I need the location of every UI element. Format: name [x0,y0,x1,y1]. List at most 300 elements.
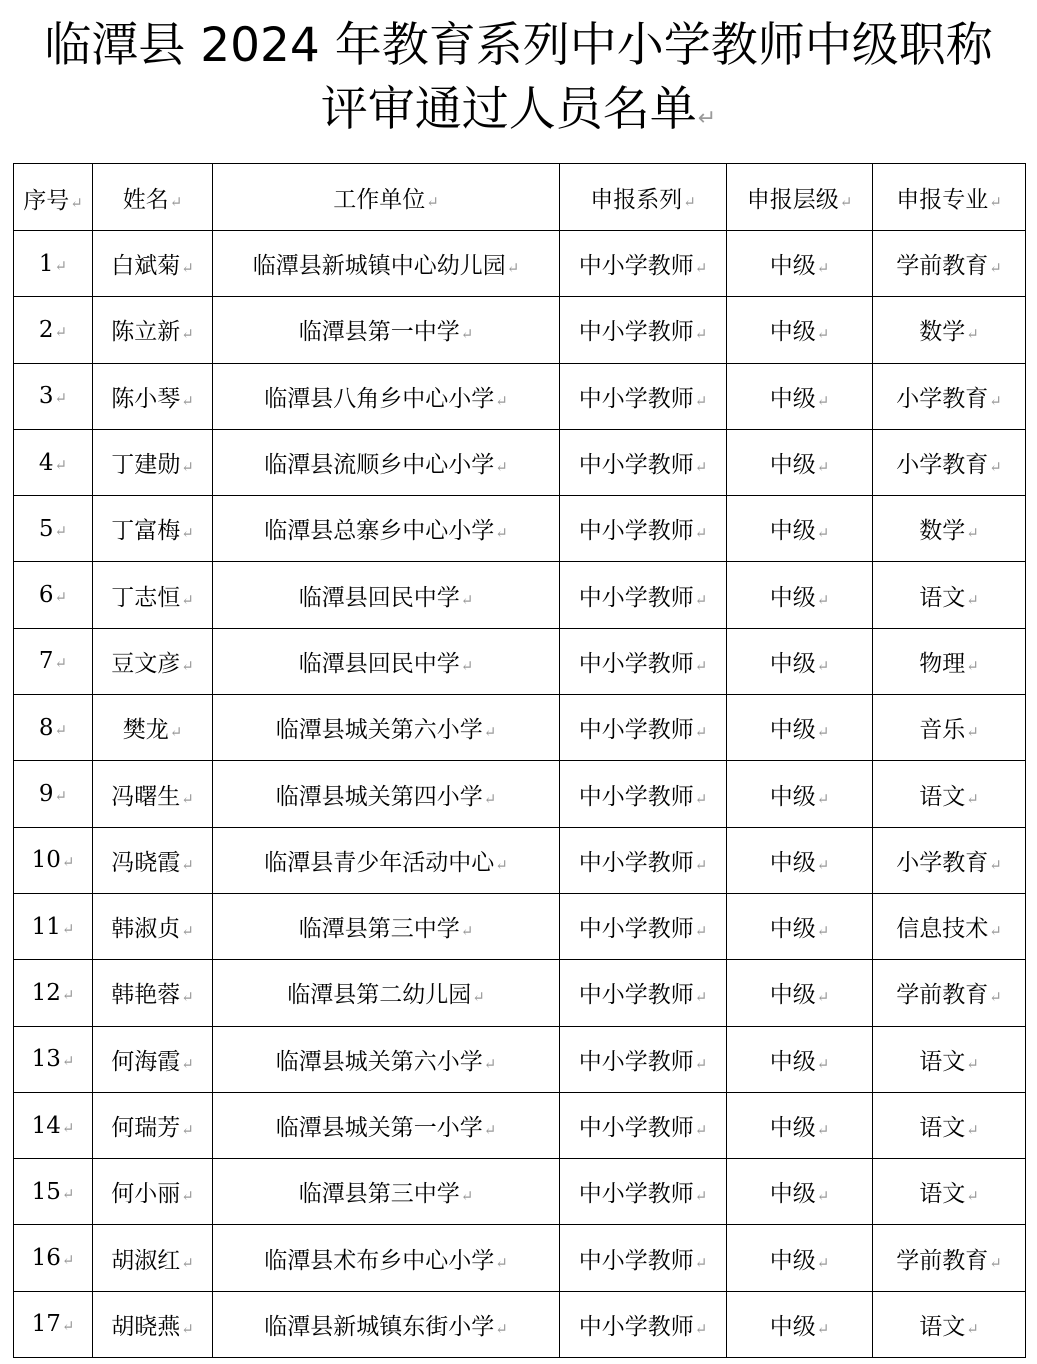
cell-mark-icon: ↵ [495,855,508,874]
cell-mark-icon: ↵ [460,590,474,609]
cell-text: 中级 [769,1115,816,1141]
cell-text: 何海霞 [111,1048,181,1075]
cell-text: 临潭县第一中学 [298,319,460,346]
cell-text: 何小丽 [111,1181,181,1208]
cell-work-unit [213,297,560,363]
cell-mark-icon: ↵ [966,524,979,543]
cell-mark-icon: ↵ [816,524,830,543]
cell-text: 语文 [919,1115,966,1141]
cell-series [560,429,727,495]
cell-level [727,827,873,893]
table-row [14,429,1026,495]
cell-seq [14,1026,93,1092]
cell-level [727,1291,873,1357]
cell-text: 小学教育 [896,849,989,876]
cell-mark-icon: ↵ [989,192,1002,211]
cell-text: 中级 [769,452,816,479]
cell-text: 中小学教师 [578,452,694,479]
cell-text: 胡晓燕 [111,1313,181,1340]
cell-series [560,893,727,959]
cell-name [93,893,213,959]
cell-mark-icon: ↵ [816,590,830,609]
cell-mark-icon: ↵ [61,1317,75,1336]
cell-work-unit [213,960,560,1026]
document-title-line-2 [0,84,1037,145]
cell-name [93,363,213,429]
cell-name [93,1159,213,1225]
cell-level [727,695,873,761]
cell-mark-icon: ↵ [966,590,979,609]
cell-text: 冯晓霞 [111,849,181,876]
cell-mark-icon: ↵ [683,192,696,211]
cell-work-unit [213,1026,560,1092]
cell-text: 临潭县城关第六小学 [275,717,483,744]
cell-mark-icon: ↵ [816,922,830,941]
table-body [14,231,1026,1358]
cell-mark-icon: ↵ [61,1052,75,1071]
cell-text: 中级 [769,518,816,545]
cell-level [727,1026,873,1092]
cell-mark-icon: ↵ [181,922,194,941]
cell-specialty [873,1092,1026,1158]
cell-specialty [873,1159,1026,1225]
cell-mark-icon: ↵ [181,1187,194,1206]
cell-mark-icon: ↵ [694,1319,708,1338]
cell-mark-icon: ↵ [181,391,194,410]
cell-text: 中小学教师 [578,783,694,810]
cell-mark-icon: ↵ [495,1319,508,1338]
cell-mark-icon: ↵ [169,192,183,211]
cell-series [560,827,727,893]
cell-mark-icon: ↵ [61,853,75,872]
cell-specialty [873,231,1026,297]
cell-mark-icon: ↵ [816,789,830,808]
cell-specialty [873,827,1026,893]
cell-mark-icon: ↵ [181,789,194,808]
cell-text: 豆文彦 [111,650,181,677]
cell-text: 10 [31,847,61,874]
cell-text: 5 [38,515,54,542]
cell-level [727,893,873,959]
cell-text: 中级 [769,916,816,943]
cell-mark-icon: ↵ [54,720,68,739]
header-label: 工作单位 [333,186,426,213]
cell-text: 16 [31,1245,61,1272]
cell-text: 数学 [919,518,966,545]
cell-specialty [873,1225,1026,1291]
cell-text: 学前教育 [896,1247,989,1274]
header-specialty [873,164,1026,231]
cell-text: 中级 [769,1313,816,1340]
cell-text: 中级 [769,1181,816,1208]
cell-work-unit [213,695,560,761]
cell-mark-icon: ↵ [694,1253,708,1272]
cell-mark-icon: ↵ [54,256,68,275]
cell-seq [14,628,93,694]
cell-text: 小学教育 [896,452,989,479]
cell-text: 临潭县城关第四小学 [275,783,483,810]
cell-mark-icon: ↵ [966,1054,979,1073]
cell-level [727,1225,873,1291]
cell-text: 白斌菊 [111,253,181,280]
cell-mark-icon: ↵ [966,325,979,344]
header-work-unit [213,164,560,231]
cell-text: 物理 [919,650,966,677]
cell-series [560,695,727,761]
cell-specialty [873,960,1026,1026]
cell-mark-icon: ↵ [694,1054,708,1073]
cell-mark-icon: ↵ [989,922,1002,941]
cell-text: 13 [31,1046,61,1073]
cell-mark-icon: ↵ [495,458,508,477]
cell-mark-icon: ↵ [694,922,708,941]
cell-mark-icon: ↵ [966,723,979,742]
cell-mark-icon: ↵ [181,524,194,543]
cell-text: 数学 [919,319,966,346]
table-row [14,695,1026,761]
cell-name [93,960,213,1026]
cell-mark-icon: ↵ [816,988,830,1007]
cell-text: 学前教育 [896,253,989,280]
table-row [14,1225,1026,1291]
cell-text: 中小学教师 [578,319,694,346]
cell-text: 中级 [769,717,816,744]
header-seq [14,164,93,231]
cell-specialty [873,297,1026,363]
cell-text: 冯曙生 [111,783,181,810]
cell-work-unit [213,1291,560,1357]
cell-text: 中小学教师 [578,916,694,943]
cell-mark-icon: ↵ [54,389,68,408]
cell-text: 丁志恒 [111,584,181,611]
cell-text: 2 [38,316,54,343]
cell-series [560,496,727,562]
cell-mark-icon: ↵ [989,259,1002,278]
cell-text: 中级 [769,783,816,810]
cell-text: 临潭县第二幼儿园 [287,982,472,1009]
table-header-row [14,164,1026,231]
cell-work-unit [213,628,560,694]
cell-text: 陈小琴 [111,385,181,412]
cell-text: 中小学教师 [578,253,694,280]
cell-seq [14,363,93,429]
cell-mark-icon: ↵ [816,723,830,742]
cell-mark-icon: ↵ [694,458,708,477]
cell-mark-icon: ↵ [61,919,75,938]
cell-mark-icon: ↵ [816,1121,830,1139]
cell-work-unit [213,231,560,297]
cell-mark-icon: ↵ [694,391,708,410]
cell-name [93,1026,213,1092]
header-label: 申报系列 [590,186,683,213]
cell-work-unit [213,496,560,562]
cell-text: 中级 [769,982,816,1009]
cell-seq [14,960,93,1026]
cell-mark-icon: ↵ [181,259,194,278]
cell-specialty [873,1026,1026,1092]
cell-work-unit [213,893,560,959]
cell-text: 语文 [919,1048,966,1075]
cell-seq [14,761,93,827]
cell-text: 临潭县第三中学 [298,1181,460,1208]
cell-mark-icon: ↵ [495,1253,508,1272]
table-row [14,761,1026,827]
cell-text: 学前教育 [896,982,989,1009]
cell-mark-icon: ↵ [472,988,485,1007]
cell-level [727,1092,873,1158]
cell-text: 临潭县青少年活动中心 [264,849,495,876]
cell-mark-icon: ↵ [495,524,508,543]
cell-mark-icon: ↵ [694,656,708,675]
cell-text: 1 [38,250,54,277]
cell-text: 17 [31,1311,61,1338]
title-line-2-text: 评审通过人员名单 [320,82,697,137]
cell-text: 中小学教师 [578,1313,694,1340]
header-series [560,164,727,231]
cell-text: 中小学教师 [578,1181,694,1208]
cell-level [727,231,873,297]
cell-mark-icon: ↵ [966,1121,979,1139]
cell-mark-icon: ↵ [816,391,830,410]
cell-specialty [873,695,1026,761]
cell-seq [14,695,93,761]
paragraph-mark-icon: ↵ [697,106,717,131]
cell-mark-icon: ↵ [181,1253,194,1272]
cell-mark-icon: ↵ [61,1118,75,1137]
cell-text: 丁建勋 [111,452,181,479]
cell-text: 临潭县回民中学 [298,650,460,677]
cell-seq [14,1159,93,1225]
header-label: 申报层级 [746,186,839,213]
table-row [14,562,1026,628]
cell-level [727,1159,873,1225]
cell-text: 语文 [919,1313,966,1340]
cell-series [560,363,727,429]
cell-work-unit [213,827,560,893]
cell-text: 中小学教师 [578,982,694,1009]
cell-mark-icon: ↵ [839,192,853,211]
cell-seq [14,231,93,297]
cell-mark-icon: ↵ [694,988,708,1007]
cell-mark-icon: ↵ [816,458,830,477]
cell-series [560,297,727,363]
cell-specialty [873,363,1026,429]
cell-name [93,429,213,495]
cell-mark-icon: ↵ [483,789,497,808]
table-row [14,363,1026,429]
cell-specialty [873,628,1026,694]
cell-mark-icon: ↵ [181,1319,194,1338]
cell-mark-icon: ↵ [816,325,830,344]
cell-text: 临潭县术布乡中心小学 [264,1247,495,1274]
header-label: 申报专业 [896,186,989,213]
cell-level [727,429,873,495]
cell-text: 7 [38,648,54,675]
cell-name [93,1291,213,1357]
cell-work-unit [213,1092,560,1158]
cell-text: 4 [38,449,54,476]
cell-mark-icon: ↵ [61,985,75,1004]
cell-mark-icon: ↵ [181,458,194,477]
cell-mark-icon: ↵ [54,322,68,341]
cell-mark-icon: ↵ [694,1187,708,1206]
cell-text: 3 [38,383,54,410]
cell-mark-icon: ↵ [816,855,830,874]
cell-mark-icon: ↵ [694,1121,708,1139]
cell-mark-icon: ↵ [966,656,979,675]
cell-mark-icon: ↵ [181,855,194,874]
cell-work-unit [213,363,560,429]
cell-text: 15 [31,1178,61,1205]
cell-level [727,628,873,694]
cell-seq [14,429,93,495]
cell-text: 14 [31,1112,61,1139]
cell-text: 中小学教师 [578,518,694,545]
header-label: 姓名 [122,186,169,213]
cell-mark-icon: ↵ [694,723,708,742]
cell-text: 11 [31,913,61,940]
cell-mark-icon: ↵ [181,656,194,675]
table-row [14,496,1026,562]
cell-mark-icon: ↵ [61,1251,75,1270]
cell-series [560,1026,727,1092]
cell-mark-icon: ↵ [169,723,183,742]
cell-mark-icon: ↵ [54,787,68,806]
cell-mark-icon: ↵ [694,259,708,278]
header-level [727,164,873,231]
cell-text: 临潭县流顺乡中心小学 [264,452,495,479]
cell-mark-icon: ↵ [181,988,194,1007]
cell-text: 音乐 [919,717,966,744]
table-row [14,827,1026,893]
cell-mark-icon: ↵ [483,723,497,742]
cell-series [560,1092,727,1158]
cell-text: 中级 [769,1048,816,1075]
cell-work-unit [213,1225,560,1291]
cell-text: 韩淑贞 [111,916,181,943]
cell-name [93,761,213,827]
cell-mark-icon: ↵ [495,391,508,410]
cell-text: 6 [38,582,54,609]
cell-text: 中级 [769,385,816,412]
cell-mark-icon: ↵ [426,192,439,211]
cell-text: 中小学教师 [578,385,694,412]
cell-text: 胡淑红 [111,1247,181,1274]
table-row [14,1291,1026,1357]
cell-text: 韩艳蓉 [111,982,181,1009]
cell-text: 中小学教师 [578,650,694,677]
header-name [93,164,213,231]
cell-text: 中小学教师 [578,1048,694,1075]
cell-text: 丁富梅 [111,518,181,545]
cell-series [560,1159,727,1225]
cell-text: 临潭县城关第六小学 [275,1048,483,1075]
cell-mark-icon: ↵ [694,855,708,874]
cell-text: 中级 [769,584,816,611]
cell-text: 中小学教师 [578,584,694,611]
cell-text: 语文 [919,1181,966,1208]
cell-text: 临潭县新城镇东街小学 [264,1313,495,1340]
cell-text: 语文 [919,783,966,810]
cell-text: 临潭县第三中学 [298,916,460,943]
cell-text: 中级 [769,650,816,677]
cell-mark-icon: ↵ [483,1121,497,1139]
cell-mark-icon: ↵ [989,391,1002,410]
table-row [14,1159,1026,1225]
cell-text: 临潭县回民中学 [298,584,460,611]
cell-name [93,827,213,893]
cell-text: 临潭县八角乡中心小学 [264,385,495,412]
cell-mark-icon: ↵ [989,988,1002,1007]
cell-specialty [873,496,1026,562]
cell-work-unit [213,429,560,495]
cell-specialty [873,761,1026,827]
cell-text: 12 [31,979,61,1006]
cell-seq [14,496,93,562]
cell-text: 中级 [769,319,816,346]
cell-level [727,297,873,363]
cell-name [93,562,213,628]
cell-text: 临潭县新城镇中心幼儿园 [252,253,506,280]
cell-mark-icon: ↵ [816,259,830,278]
cell-seq [14,1225,93,1291]
cell-text: 9 [38,781,54,808]
cell-specialty [873,1291,1026,1357]
cell-text: 中级 [769,849,816,876]
cell-mark-icon: ↵ [989,855,1002,874]
cell-mark-icon: ↵ [181,1121,194,1139]
cell-text: 语文 [919,584,966,611]
cell-text: 樊龙 [122,717,169,744]
cell-series [560,628,727,694]
cell-mark-icon: ↵ [966,789,979,808]
cell-text: 中小学教师 [578,717,694,744]
cell-name [93,628,213,694]
cell-mark-icon: ↵ [966,1187,979,1206]
cell-mark-icon: ↵ [61,1184,75,1203]
cell-level [727,496,873,562]
table-row [14,960,1026,1026]
cell-seq [14,562,93,628]
table-row [14,231,1026,297]
cell-mark-icon: ↵ [694,590,708,609]
cell-mark-icon: ↵ [181,1054,194,1073]
cell-level [727,562,873,628]
cell-text: 临潭县总寨乡中心小学 [264,518,495,545]
cell-mark-icon: ↵ [816,656,830,675]
cell-name [93,496,213,562]
cell-mark-icon: ↵ [989,1253,1002,1272]
cell-text: 信息技术 [896,916,989,943]
cell-text: 8 [38,714,54,741]
cell-specialty [873,893,1026,959]
cell-work-unit [213,761,560,827]
cell-series [560,562,727,628]
cell-name [93,297,213,363]
cell-mark-icon: ↵ [694,325,708,344]
cell-mark-icon: ↵ [181,325,194,344]
cell-text: 小学教育 [896,385,989,412]
cell-mark-icon: ↵ [816,1253,830,1272]
cell-text: 陈立新 [111,319,181,346]
cell-specialty [873,429,1026,495]
cell-level [727,761,873,827]
cell-mark-icon: ↵ [816,1319,830,1338]
cell-text: 临潭县城关第一小学 [275,1115,483,1141]
table-row [14,297,1026,363]
cell-mark-icon: ↵ [694,789,708,808]
cell-mark-icon: ↵ [506,259,520,278]
